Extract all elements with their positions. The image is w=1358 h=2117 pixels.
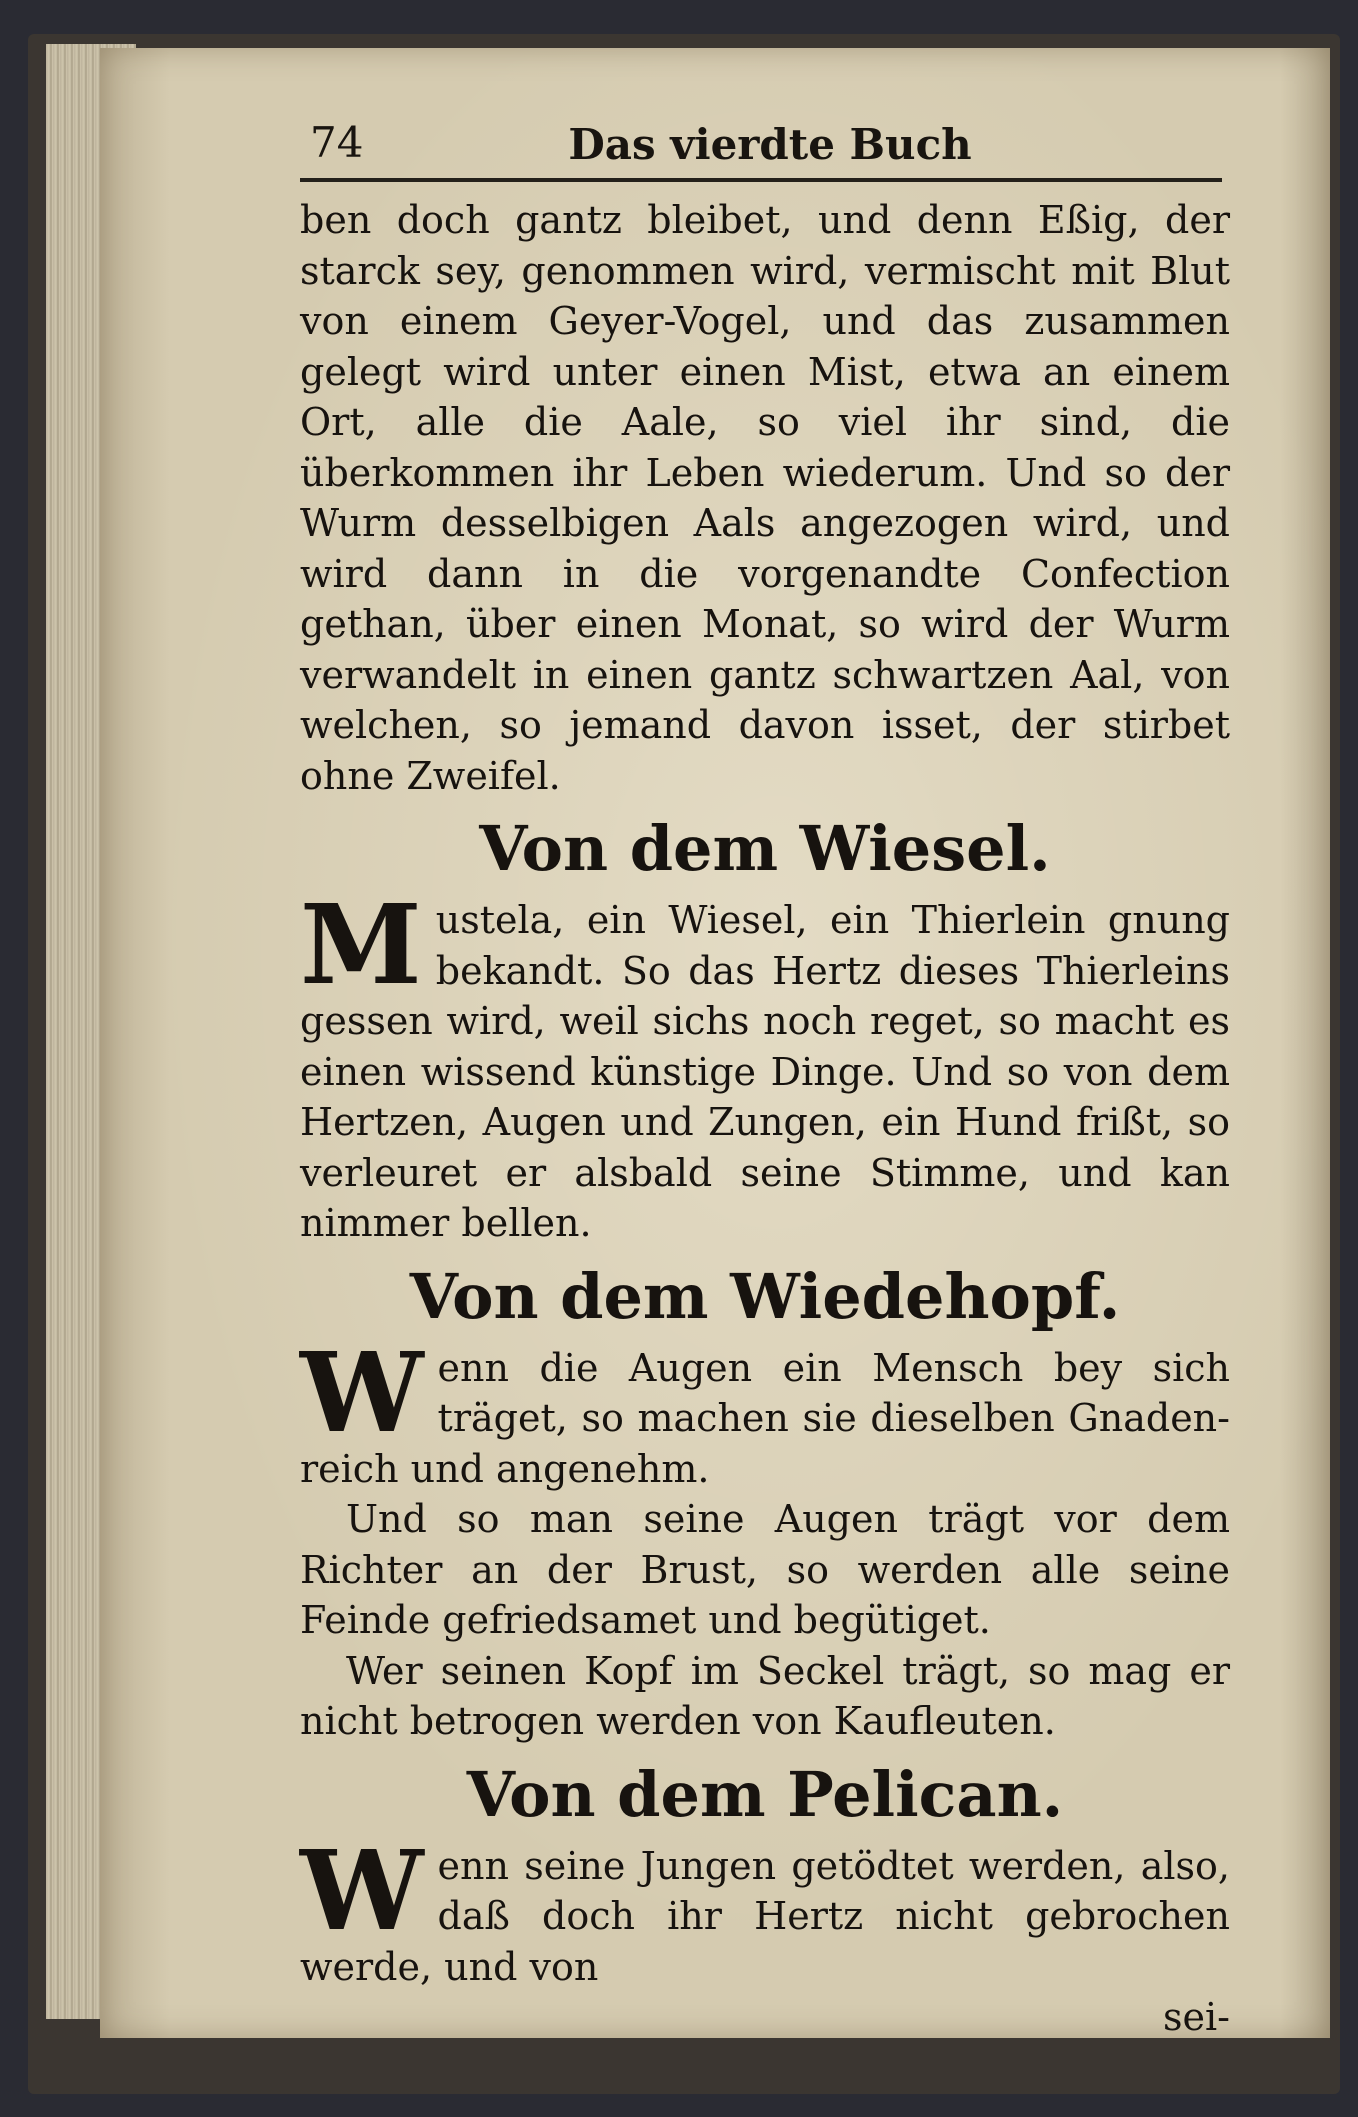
heading-wiedehopf: Von dem Wiedehopf. (409, 1259, 1121, 1333)
dropcap-w: W (300, 1327, 424, 1457)
intro-paragraph: ben doch gantz bleibet, und denn Eßig, der starck sey, genommen wird, vermischt mit Blut von einem Geyer-Vogel, und das zusammen gelegt wird unter einen Mist, etwa an einem Ort, alle die Aale, so viel ihr sind, die überkommen ihr Leben wiederum. Und so der Wurm desselbigen Aals angezogen wird, und wird dann in die vorgenandte Confection gethan, über einen Monat, so wird der Wurm verwandelt in einen gantz schwartzen Aal, von welchen, so jemand davon isset, der stirbet ohne Zweifel. (300, 198, 1230, 798)
running-head: Das vierdte Buch (568, 120, 972, 169)
heading-wiesel: Von dem Wiesel. (479, 812, 1051, 885)
wiedehopf-paragraph-3: Wer seinen Kopf im Seckel trägt, so mag er nicht betrogen werden von Kaufleuten. (300, 1648, 1230, 1743)
page-header (310, 110, 1225, 176)
dropcap-m: M (300, 880, 422, 1009)
header-rule (300, 178, 1222, 182)
pelican-paragraph (300, 1825, 1230, 1993)
wiesel-paragraph (300, 880, 1230, 1249)
wiedehopf-paragraph (300, 1327, 1230, 1495)
heading-pelican: Von dem Pelican. (466, 1757, 1064, 1831)
wiedehopf-text: enn die Augen ein Mensch bey sich träget, so machen sie dieselben Gnaden-reich und angenehm. (300, 1345, 1230, 1491)
catchword: sei- (1163, 1995, 1230, 2039)
wiesel-text: ustela, ein Wiesel, ein Thierlein gnung bekandt. So das Hertz dieses Thierleins gessen wird, weil sichs noch reget, so macht es einen wissend künstige Dinge. Und so von dem Hertzen, Augen und Zungen, ein Hund frißt, so verleuret er alsbald seine Stimme, und kan nimmer bellen. (300, 898, 1230, 1245)
page-number: 74 (310, 118, 364, 167)
pelican-text: enn seine Jungen getödtet werden, also, daß doch ihr Hertz nicht gebrochen werde, und von (300, 1843, 1230, 1989)
wiedehopf-paragraph-2: Und so man seine Augen trägt vor dem Richter an der Brust, so werden alle seine Feinde gefriedsamet und begütiget. (300, 1497, 1230, 1642)
body-text (300, 195, 1230, 2043)
dropcap-w-pelican: W (300, 1825, 424, 1955)
